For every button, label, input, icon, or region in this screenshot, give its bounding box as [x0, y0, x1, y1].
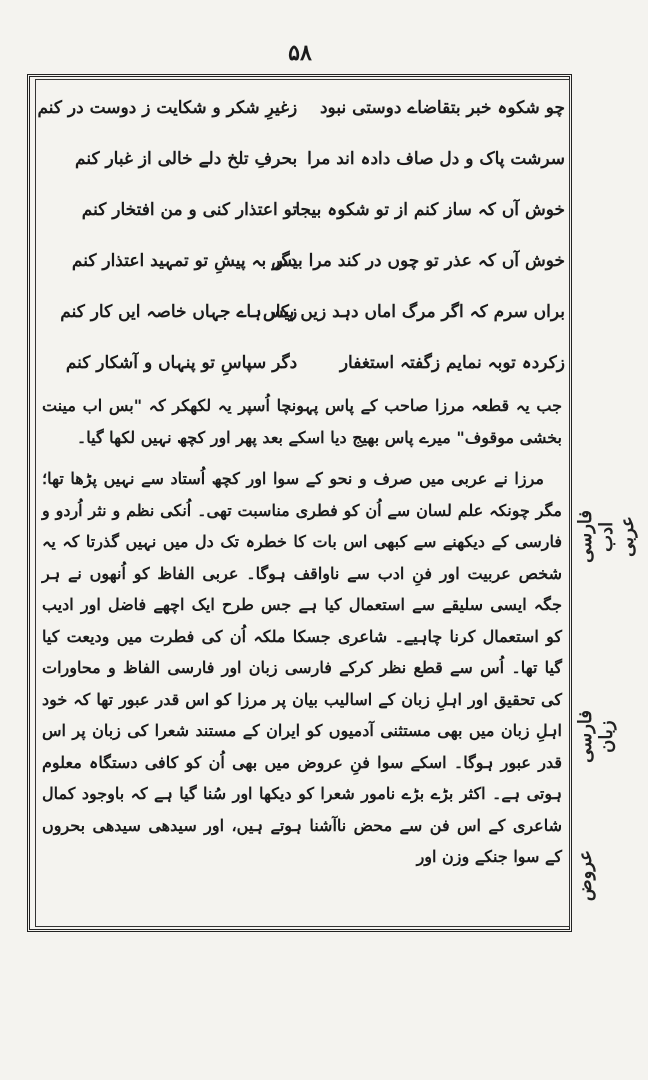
margin-note: فارسی زبان — [575, 710, 617, 763]
hemistich: دگر سپاسِ تو پنہاں و آشکار کنم — [65, 353, 298, 373]
prose-note: جب یہ قطعہ مرزا صاحب کے پاس پہونچا اُسپر یہ لکھکر کہ "بس اب مینت بخشی موقوف" میرے پاس بھیج دیا اسکے بعد پھر اور کچھ نہیں لکھا گیا۔ — [42, 396, 562, 447]
hemistich: خوش آں کہ عذر تو چوں در کند مرا بیس — [271, 251, 565, 271]
poem — [37, 82, 565, 388]
couplet — [50, 235, 565, 286]
margin-note: فارسی ادب عربی — [575, 509, 638, 563]
couplet — [37, 82, 565, 133]
couplet — [50, 133, 565, 184]
hemistich: بحرفِ تلخ دلے خالی از غبار کنم — [75, 149, 298, 169]
prose-section — [42, 390, 562, 873]
hemistich: زغیرِ شکر و شکایت ز دوست در کنم — [37, 97, 298, 118]
hemistich: براں سرم کہ اگر مرگ اماں دہد زیں پیس — [262, 302, 565, 322]
prose-body: مرزا نے عربی میں صرف و نحو کے سوا اور کچھ اُستاد سے نہیں پڑھا تھا؛ مگر چونکہ علم لسان سے اُن کو فطری مناسبت تھی۔ اُنکی نظم و نثر اُردو و فارسی کے دیکھنے سے کبھی اس بات کا خطرہ تک دل میں نہیں گذرتا کہ یہ شخص عربیت اور فنِ ادب سے ناواقف ہوگا۔ عربی الفاظ کو اُنھوں نے ہر جگہ ایسی سلیقے سے استعمال کیا ہے جس طرح ایک اچھے فاضل اور ادیب کو استعمال کرنا چاہیے۔ شاعری جسکا ملکہ اُن کی فطرت میں ودیعت کیا گیا تھا۔ اُس سے قطع نظر کرکے فارسی زبان اور فارسی الفاظ و محاورات کی تحقیق اور اہلِ زبان کے اسالیب بیان پر مرزا کو اس قدر عبور تھا کہ خود اہلِ زبان میں بھی مستثنی آدمیوں کو ایران کے مستند شعرا کی زبان پر اس قدر عبور ہوگا۔ اسکے سوا فنِ عروض میں بھی اُن کو کافی دستگاہ معلوم ہوتی ہے۔ اکثر بڑے بڑے نامور شعرا کو دیکھا اور سُنا گیا ہے کہ باوجود کمال شاعری کے اس فن سے محض ناآشنا ہوتے ہیں، اور سیدھی سیدھی بحروں کے سوا جنکے وزن اور — [42, 469, 562, 866]
hemistich: زکردہ توبہ نمایم زگفتہ استغفار — [339, 353, 565, 373]
couplet — [50, 337, 565, 388]
hemistich: دگر بہ پیشِ تو تمہید اعتذار کنم — [71, 251, 298, 271]
hemistich: زکار ہاے جہاں خاصہ ایں کار کنم — [60, 302, 298, 322]
couplet — [50, 286, 565, 337]
couplet — [50, 184, 565, 235]
hemistich: چو شکوہ خبر بتقاضاے دوستی نبود — [319, 98, 565, 118]
page-number: ۵۸ — [288, 40, 312, 66]
margin-note: عروض — [575, 850, 596, 902]
hemistich: تو اعتذار کنی و من افتخار کنم — [81, 199, 298, 220]
hemistich: سرشت پاک و دل صاف دادہ اند مرا — [307, 149, 565, 169]
hemistich: خوش آں کہ ساز کنم از تو شکوہ بیجا — [295, 200, 565, 220]
